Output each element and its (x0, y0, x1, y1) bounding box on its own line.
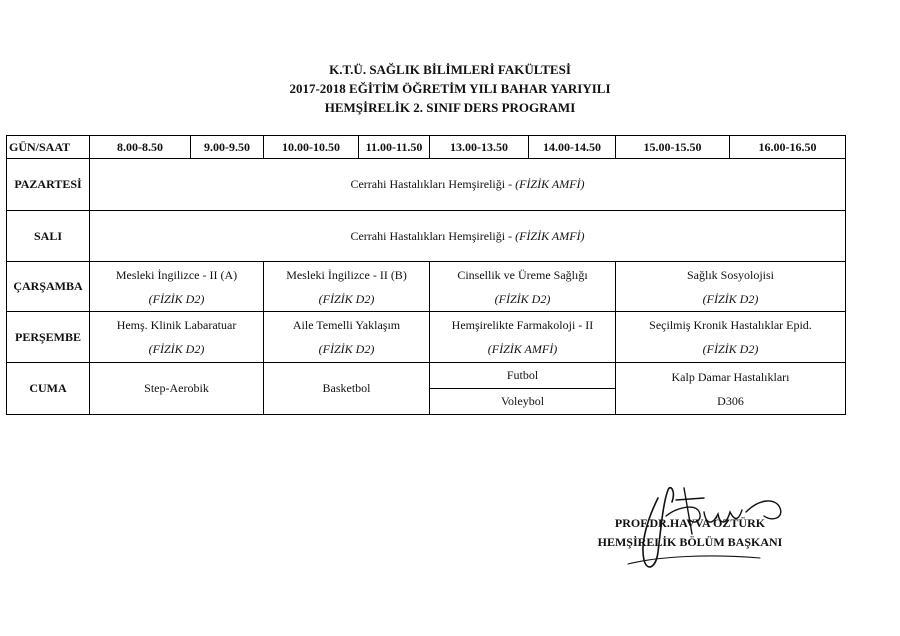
course-location: (FİZİK D2) (318, 342, 375, 356)
time-slot-4: 11.00-11.50 (359, 136, 430, 159)
course-cell: Step-Aerobik (90, 363, 264, 415)
day-label-persembe: PERŞEMBE (7, 312, 90, 363)
time-slot-5: 13.00-13.50 (430, 136, 529, 159)
course-cell: Basketbol (264, 363, 430, 415)
course-location: (FİZİK AMFİ) (515, 177, 585, 191)
course-cell: Futbol (430, 363, 616, 389)
time-slot-2: 9.00-9.50 (191, 136, 264, 159)
course-name: Aile Temelli Yaklaşım (292, 318, 401, 332)
corner-header: GÜN/SAAT (7, 136, 90, 159)
day-row-persembe (7, 312, 846, 363)
course-cell (90, 211, 846, 262)
schedule-table (6, 135, 846, 415)
course-name: Mesleki İngilizce - II (A) (115, 267, 238, 282)
signatory-name: PROF.DR.HAVVA ÖZTÜRK (614, 516, 766, 530)
course-name: Cinsellik ve Üreme Sağlığı (457, 267, 588, 282)
time-header-row (7, 136, 846, 159)
program-title: HEMŞİRELİK 2. SINIF DERS PROGRAMI (324, 100, 576, 115)
course-name: Mesleki İngilizce - II (B) (286, 267, 407, 282)
course-name: Cerrahi Hastalıkları Hemşireliği - (350, 177, 516, 191)
day-label-cuma: CUMA (7, 363, 90, 415)
time-slot-6: 14.00-14.50 (529, 136, 616, 159)
course-cell (430, 312, 616, 363)
course-name: Seçilmiş Kronik Hastalıklar Epid. (649, 318, 812, 332)
course-cell (430, 262, 616, 312)
day-label-sali: SALI (7, 211, 90, 262)
course-cell (90, 159, 846, 211)
course-name: Sağlık Sosyolojisi (686, 267, 775, 282)
signatory-title: HEMŞİRELİK BÖLÜM BAŞKANI (597, 535, 783, 549)
academic-year-title: 2017-2018 EĞİTİM ÖĞRETİM YILI BAHAR YARIYILI (289, 81, 611, 96)
time-slot-1: 8.00-8.50 (90, 136, 191, 159)
day-row-sali (7, 211, 846, 262)
document-header (0, 60, 900, 117)
course-location: D306 (717, 393, 744, 408)
course-name: Hemşirelikte Farmakoloji - II (451, 318, 594, 332)
course-cell (90, 312, 264, 363)
course-cell (90, 262, 264, 312)
course-cell (264, 262, 430, 312)
day-row-carsamba (7, 262, 846, 312)
course-name: Hemş. Klinik Labaratuar (116, 318, 237, 332)
faculty-title: K.T.Ü. SAĞLIK BİLİMLERİ FAKÜLTESİ (329, 62, 571, 77)
course-location: (FİZİK AMFİ) (487, 342, 558, 356)
course-location: (FİZİK D2) (318, 291, 375, 306)
time-slot-3: 10.00-10.50 (264, 136, 359, 159)
signature-block (590, 514, 790, 552)
course-location: (FİZİK D2) (702, 291, 759, 306)
course-name: Cerrahi Hastalıkları Hemşireliği - (350, 228, 516, 243)
course-cell (616, 363, 846, 415)
day-row-cuma (7, 363, 846, 389)
course-location: (FİZİK D2) (702, 342, 759, 356)
course-cell (616, 262, 846, 312)
course-cell (264, 312, 430, 363)
time-slot-7: 15.00-15.50 (616, 136, 730, 159)
course-location: (FİZİK D2) (148, 291, 205, 306)
day-label-carsamba: ÇARŞAMBA (7, 262, 90, 312)
course-location: (FİZİK D2) (148, 342, 205, 356)
course-location: (FİZİK AMFİ) (515, 228, 585, 243)
course-cell (616, 312, 846, 363)
course-cell: Voleybol (430, 389, 616, 415)
course-location: (FİZİK D2) (494, 291, 551, 306)
day-label-pazartesi: PAZARTESİ (7, 159, 90, 211)
course-name: Kalp Damar Hastalıkları (671, 369, 790, 384)
day-row-pazartesi (7, 159, 846, 211)
time-slot-8: 16.00-16.50 (730, 136, 846, 159)
